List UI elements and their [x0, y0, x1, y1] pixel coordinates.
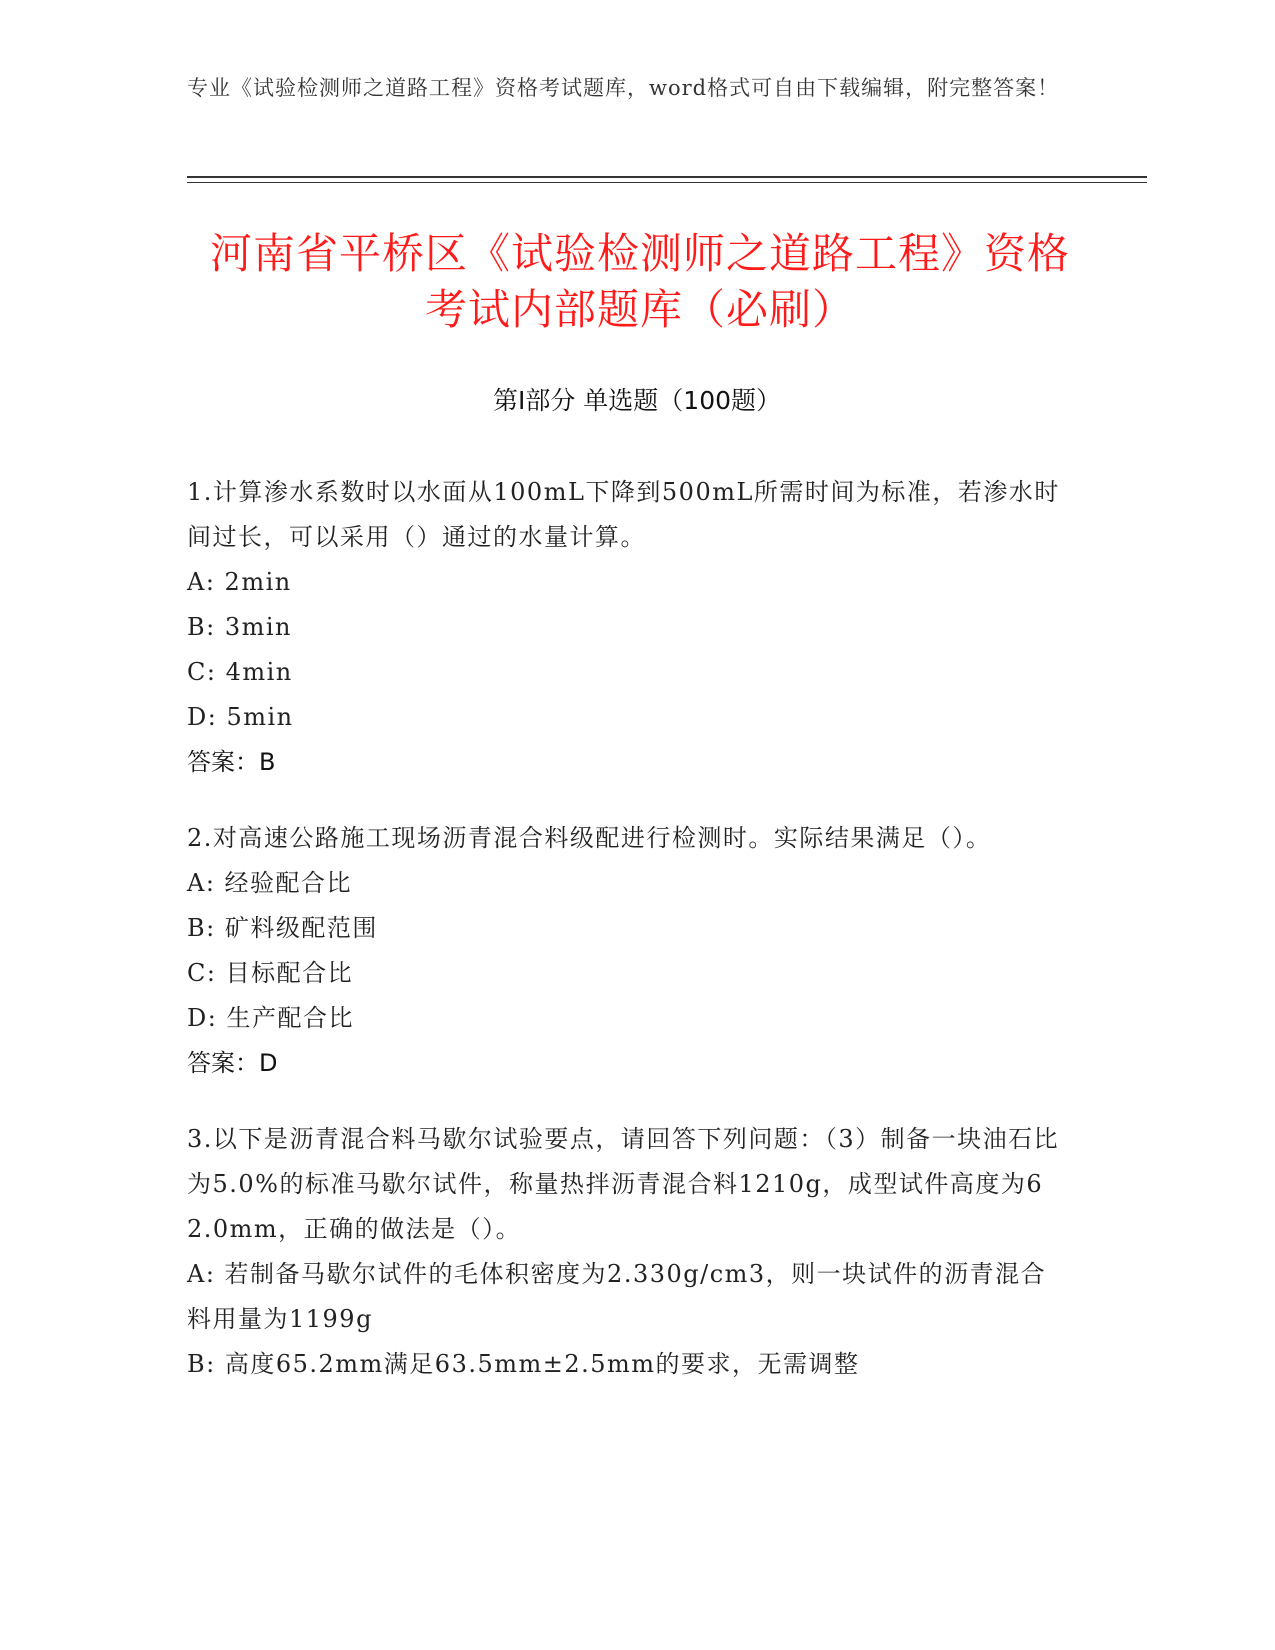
question-2 [187, 816, 1067, 1086]
option-b: B: 矿料级配范围 [187, 914, 378, 942]
question-3 [187, 1117, 1067, 1387]
option-a: A: 2min [187, 568, 292, 596]
question-1 [187, 470, 1067, 785]
question-stem: 1.计算渗水系数时以水面从100mL下降到500mL所需时间为标准，若渗水时间过长，可以采用（）通过的水量计算。 [187, 478, 1060, 551]
header-divider-thick [187, 176, 1147, 178]
question-stem: 2.对高速公路施工现场沥青混合料级配进行检测时。实际结果满足（）。 [187, 824, 992, 852]
option-b: B: 3min [187, 613, 293, 641]
answer-line: 答案：D [187, 1049, 278, 1077]
option-d: D: 5min [187, 703, 294, 731]
document-title: 河南省平桥区《试验检测师之道路工程》资格考试内部题库（必刷） [209, 229, 1070, 334]
header-divider-thin [187, 182, 1147, 183]
section-heading: 第Ⅰ部分 单选题（100题） [492, 386, 782, 415]
question-stem: 3.以下是沥青混合料马歇尔试验要点，请回答下列问题：（3）制备一块油石比为5.0%的标准马歇尔试件，称量热拌沥青混合料1210g，成型试件高度为62.0mm，正确的做法是（）。 [187, 1125, 1060, 1243]
option-c: C: 目标配合比 [187, 959, 354, 987]
option-a: A: 经验配合比 [187, 869, 353, 897]
header-note: 专业《试验检测师之道路工程》资格考试题库，word格式可自由下载编辑，附完整答案！ [187, 76, 1060, 100]
question-list [187, 470, 1067, 1418]
option-b: B: 高度65.2mm满足63.5mm±2.5mm的要求，无需调整 [187, 1350, 860, 1378]
option-a: A: 若制备马歇尔试件的毛体积密度为2.330g/cm3，则一块试件的沥青混合料用量为1199g [187, 1260, 1047, 1333]
option-c: C: 4min [187, 658, 293, 686]
option-d: D: 生产配合比 [187, 1004, 354, 1032]
answer-line: 答案：B [187, 748, 276, 776]
